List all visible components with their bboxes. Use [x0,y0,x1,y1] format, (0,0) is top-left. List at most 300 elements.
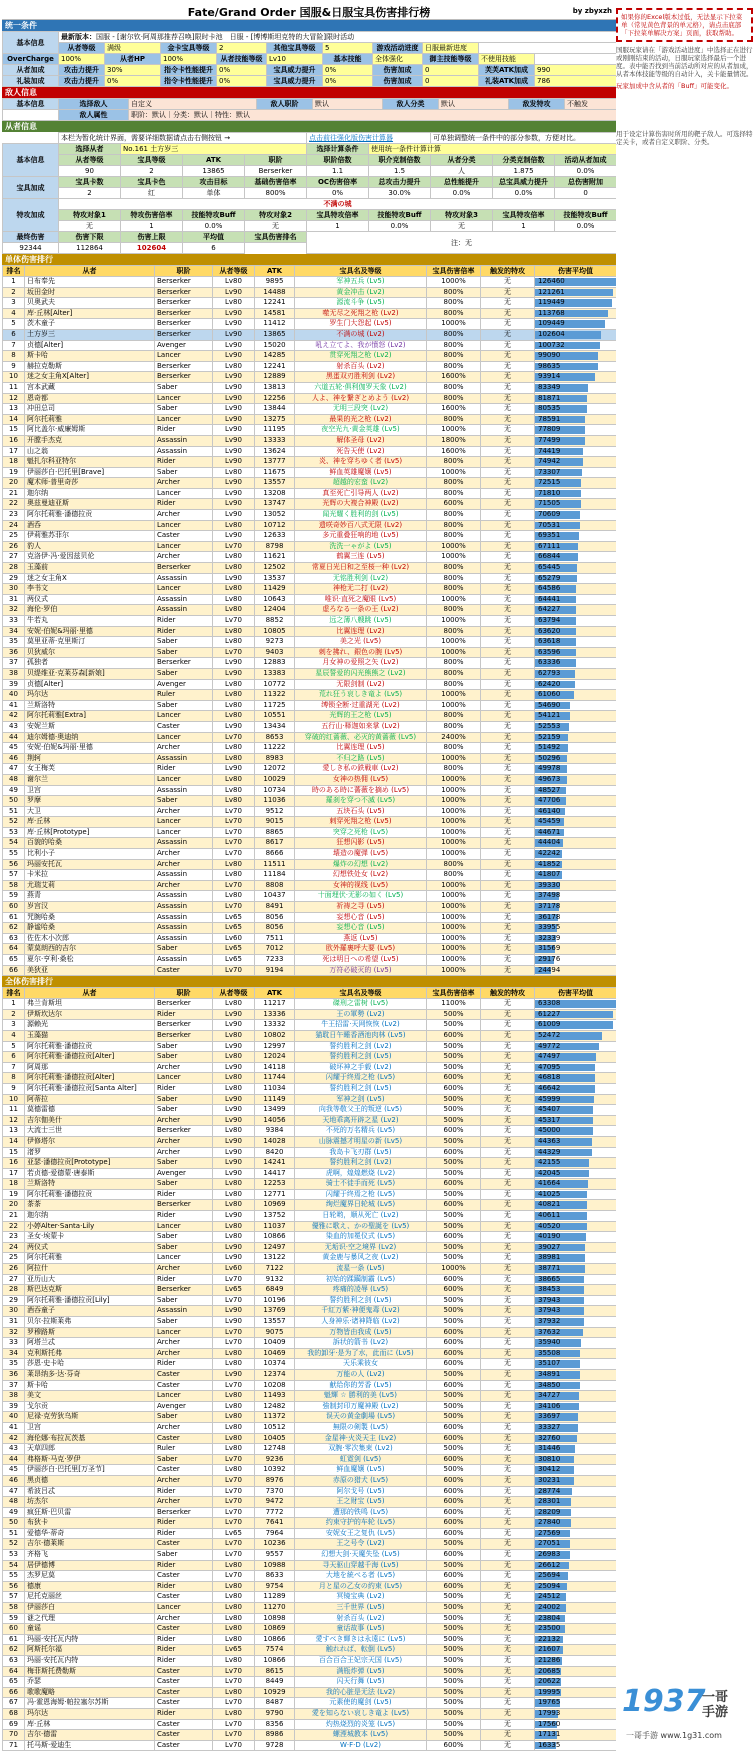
avg-damage-value: 23804 [538,1613,561,1622]
ranking-row[interactable] [3,1624,617,1635]
ranking-row[interactable] [3,658,617,669]
special-trigger: 无 [481,1422,535,1433]
param-value[interactable]: 不使用技能 [479,54,535,65]
ranking-row[interactable] [3,1422,617,1433]
ranking-column-header: 触发的特攻 [481,988,535,999]
servant-level: Lv70 [213,1550,255,1561]
ranking-row[interactable] [3,668,617,679]
ranking-row[interactable] [3,1179,617,1190]
ranking-row[interactable] [3,372,617,383]
np-boost-header: 总攻击力提升 [369,177,431,188]
ranking-row[interactable] [3,891,617,902]
avg-damage-value: 109449 [538,319,565,328]
ranking-row[interactable] [3,1295,617,1306]
param-value[interactable]: 满级 [105,43,161,54]
ranking-row[interactable] [3,425,617,436]
ranking-row[interactable] [3,774,617,785]
ranking-row[interactable] [3,955,617,966]
np-name-level: 天乐乘彼女 [295,1359,427,1370]
ranking-row[interactable] [3,647,617,658]
ranking-row[interactable] [3,1062,617,1073]
ranking-row[interactable] [3,1412,617,1423]
ranking-row[interactable] [3,1264,617,1275]
ranking-row[interactable] [3,1740,617,1751]
param-value[interactable]: 5 [323,43,373,54]
ranking-row[interactable] [3,298,617,309]
ranking-row[interactable] [3,933,617,944]
ranking-row[interactable] [3,1338,617,1349]
np-name-level: 誓约胜利之剑 (Lv2) [295,1041,427,1052]
np-multiplier: 600% [427,1359,481,1370]
param-value[interactable]: 0% [217,65,267,76]
servant-level: Lv70 [213,1338,255,1349]
servant-level: Lv80 [213,626,255,637]
ranking-row[interactable] [3,287,617,298]
np-multiplier: 500% [427,1221,481,1232]
np-multiplier: 1000% [427,467,481,478]
ranking-row[interactable] [3,1380,617,1391]
param-value[interactable]: Lv10 [267,54,323,65]
ranking-row[interactable] [3,1666,617,1677]
ranking-row[interactable] [3,1708,617,1719]
param-value[interactable]: 2 [217,43,267,54]
param-value[interactable]: 100% [161,54,217,65]
ranking-row[interactable] [3,859,617,870]
ranking-row[interactable] [3,1073,617,1084]
np-name-level: 王之号令 (Lv2) [295,1539,427,1550]
param-value[interactable]: 100% [59,54,105,65]
ranking-row[interactable] [3,870,617,881]
np-name-level: 误天の黄金劇場 (Lv5) [295,1412,427,1423]
avg-damage-value: 29176 [538,955,561,963]
servant-atk: 8983 [255,753,295,764]
rank-number: 16 [3,1158,25,1169]
ranking-row[interactable] [3,1454,617,1465]
ranking-row[interactable] [3,1052,617,1063]
ranking-row[interactable] [3,1391,617,1402]
servant-level: Lv80 [213,1422,255,1433]
ranking-row[interactable] [3,414,617,425]
ranking-row[interactable] [3,1677,617,1688]
enemy-param-value[interactable]: 默认 [439,99,509,110]
ranking-row[interactable] [3,393,617,404]
ranking-row[interactable] [3,1369,617,1380]
servant-class: Saber [155,1550,213,1561]
servant-class: Saber [155,1295,213,1306]
np-multiplier: 2400% [427,732,481,743]
avg-damage-value: 24002 [538,1603,561,1612]
avg-damage-cell [535,1634,617,1645]
ranking-row[interactable] [3,584,617,595]
ranking-row[interactable] [3,446,617,457]
ranking-row[interactable] [3,796,617,807]
ranking-row[interactable] [3,605,617,616]
avg-damage-cell [535,616,617,627]
ranking-row[interactable] [3,1560,617,1571]
special-trigger: 无 [481,933,535,944]
ranking-row[interactable] [3,329,617,340]
rank-number: 3 [3,1020,25,1031]
avg-damage-cell [535,891,617,902]
np-name-level: 羅刹を穿つ不滅 (Lv5) [295,796,427,807]
ranking-row[interactable] [3,838,617,849]
special-trigger: 无 [481,817,535,828]
param-value[interactable]: 日服最新进度 [423,43,479,54]
servant-class: Caster [155,1539,213,1550]
ranking-row[interactable] [3,785,617,796]
ranking-row[interactable] [3,563,617,574]
ranking-row[interactable] [3,552,617,563]
avg-damage-cell [535,1550,617,1561]
ranking-row[interactable] [3,1105,617,1116]
ranking-row[interactable] [3,743,617,754]
param-value[interactable]: 全体强化 [373,54,423,65]
rank-number: 54 [3,838,25,849]
ranking-row[interactable] [3,1571,617,1582]
servant-class: Lancer [155,520,213,531]
select-condition-dropdown[interactable]: 使用统一条件计算计算 [369,144,616,155]
ranking-row[interactable] [3,1730,617,1741]
servant-atk: 8491 [255,902,295,913]
np-multiplier: 1000% [427,753,481,764]
avg-damage-cell [535,1465,617,1476]
ranking-row[interactable] [3,1613,617,1624]
np-multiplier: 800% [427,584,481,595]
ranking-row[interactable] [3,1242,617,1253]
np-multiplier: 500% [427,1613,481,1624]
rank-number: 22 [3,499,25,510]
np-name-level: 時のある時に薔薇を摘め (Lv5) [295,785,427,796]
servant-name: 豹人 [25,541,155,552]
servant-atk: 8356 [255,1719,295,1730]
ranking-row[interactable] [3,732,617,743]
ranking-row[interactable] [3,923,617,934]
ranking-row[interactable] [3,1211,617,1222]
avg-damage-value: 63620 [538,626,561,635]
param-value[interactable]: 0% [323,65,373,76]
ranking-row[interactable] [3,1348,617,1359]
enemy-table [2,98,616,121]
enemy-param-value[interactable]: 自定义 [129,99,257,110]
avg-damage-cell [535,668,617,679]
ranking-row[interactable] [3,806,617,817]
ranking-row[interactable] [3,944,617,955]
ranking-row[interactable] [3,1592,617,1603]
avg-damage-value: 16335 [538,1740,561,1749]
servant-level: Lv80 [213,1465,255,1476]
special-trigger: 无 [481,1698,535,1709]
np-multiplier: 600% [427,1147,481,1158]
ranking-row[interactable] [3,1253,617,1264]
enemy-param-value[interactable]: 不触发 [565,99,617,110]
servant-name: 牛若丸 [25,616,155,627]
param-value[interactable]: 0% [105,76,161,87]
servant-atk: 12748 [255,1444,295,1455]
ranking-row[interactable] [3,902,617,913]
avg-damage-cell [535,753,617,764]
ranking-row[interactable] [3,1009,617,1020]
special-trigger: 无 [481,520,535,531]
ranking-row[interactable] [3,1317,617,1328]
avg-damage-cell [535,999,617,1010]
avg-damage-cell [535,414,617,425]
avg-damage-cell [535,1528,617,1539]
servant-name: 燕青 [25,891,155,902]
param-value[interactable]: 0 [423,76,479,87]
servant-atk: 13844 [255,404,295,415]
ranking-row[interactable] [3,1306,617,1317]
ranking-row[interactable] [3,1497,617,1508]
ranking-row[interactable] [3,478,617,489]
row-label: 从者加成 [3,65,59,76]
ranking-row[interactable] [3,1401,617,1412]
servant-atk: 10929 [255,1687,295,1698]
ranking-row[interactable] [3,351,617,362]
ranking-row[interactable] [3,679,617,690]
np-multiplier: 800% [427,478,481,489]
ranking-row[interactable] [3,1041,617,1052]
avg-damage-value: 67111 [538,541,561,550]
servant-name: 若贞德·爱德蒙·唐泰斯 [25,1168,155,1179]
watermark-url: 一哥手游 www.1g31.com [626,1731,722,1740]
ranking-row[interactable] [3,1444,617,1455]
ranking-row[interactable] [3,1550,617,1561]
ranking-row[interactable] [3,382,617,393]
servant-level: Lv90 [213,1009,255,1020]
ranking-row[interactable] [3,1698,617,1709]
ranking-row[interactable] [3,817,617,828]
np-name-level: 鲜血英雄魔嬢 (Lv5) [295,467,427,478]
param-value[interactable]: 786 [535,76,617,87]
advanced-calc-link[interactable]: 点击前往强化版伤害计算器 [307,133,431,144]
ranking-row[interactable] [3,1221,617,1232]
avg-damage-cell [535,1062,617,1073]
np-multiplier: 1000% [427,891,481,902]
servant-name: 阿斯托尔福 [25,1645,155,1656]
ranking-row[interactable] [3,626,617,637]
param-value[interactable]: 0 [423,65,479,76]
servant-name: 玉藻前 [25,563,155,574]
np-name-level: 六道五轮·俱利伽罗天象 (Lv2) [295,382,427,393]
ranking-row[interactable] [3,1189,617,1200]
rank-number: 43 [3,721,25,732]
servant-level: Lv90 [213,1020,255,1031]
ranking-row[interactable] [3,361,617,372]
ranking-row[interactable] [3,880,617,891]
ranking-row[interactable] [3,1232,617,1243]
ranking-row[interactable] [3,1507,617,1518]
ranking-row[interactable] [3,594,617,605]
servant-name: 库·丘林 [25,1719,155,1730]
rank-number: 16 [3,435,25,446]
servant-class: Caster [155,1740,213,1751]
ranking-row[interactable] [3,531,617,542]
ranking-row[interactable] [3,499,617,510]
avg-damage-cell [535,1264,617,1275]
avg-damage-cell [535,764,617,775]
ranking-row[interactable] [3,1115,617,1126]
servant-class: Berserker [155,1030,213,1041]
ranking-row[interactable] [3,1136,617,1147]
ranking-row[interactable] [3,319,617,330]
servant-name: 齐格飞 [25,1550,155,1561]
ranking-row[interactable] [3,340,617,351]
ranking-row[interactable] [3,1327,617,1338]
servant-level: Lv70 [213,1454,255,1465]
special-trigger: 无 [481,1475,535,1486]
ranking-row[interactable] [3,435,617,446]
servant-class: Lancer [155,584,213,595]
servant-class: Saber [155,944,213,955]
ranking-row[interactable] [3,700,617,711]
np-name-level: 无限剑制 (Lv2) [295,679,427,690]
ranking-row[interactable] [3,1645,617,1656]
avg-damage-cell [535,1730,617,1741]
ranking-row[interactable] [3,1285,617,1296]
ranking-row[interactable] [3,1465,617,1476]
ranking-row[interactable] [3,1518,617,1529]
ranking-row[interactable] [3,999,617,1010]
servant-name: 海伦·罗伯 [25,605,155,616]
servant-name: 伊斯坎达尔 [25,1009,155,1020]
ranking-row[interactable] [3,637,617,648]
param-value[interactable]: 990 [535,65,617,76]
special-trigger: 无 [481,1656,535,1667]
ranking-row[interactable] [3,616,617,627]
servant-class: Caster [155,1433,213,1444]
special-trigger: 无 [481,1666,535,1677]
ranking-row[interactable] [3,1158,617,1169]
ranking-row[interactable] [3,1359,617,1370]
ranking-row[interactable] [3,1486,617,1497]
enemy-param-value[interactable]: 默认 [313,99,383,110]
ranking-row[interactable] [3,1528,617,1539]
ranking-row[interactable] [3,711,617,722]
ranking-row[interactable] [3,1200,617,1211]
servant-level: Lv70 [213,1518,255,1529]
ranking-row[interactable] [3,1719,617,1730]
rank-number: 17 [3,1168,25,1179]
ranking-row[interactable] [3,1656,617,1667]
avg-damage-cell [535,404,617,415]
param-value[interactable]: 0% [217,76,267,87]
rank-number: 10 [3,372,25,383]
ranking-row[interactable] [3,1020,617,1031]
ranking-row[interactable] [3,1475,617,1486]
title-bar [2,2,616,20]
ranking-row[interactable] [3,488,617,499]
ranking-row[interactable] [3,1634,617,1645]
np-multiplier: 500% [427,1730,481,1741]
ranking-row[interactable] [3,1687,617,1698]
ranking-row[interactable] [3,690,617,701]
avg-damage-cell [535,1475,617,1486]
special-attack-header: 宝具特攻倍率 [307,210,369,221]
select-condition-label: 选择计算条件 [307,144,369,155]
ranking-row[interactable] [3,1581,617,1592]
avg-damage-value: 39027 [538,1242,561,1251]
avg-damage-value: 38453 [538,1285,561,1294]
ranking-row[interactable] [3,277,617,288]
ranking-row[interactable] [3,404,617,415]
avg-damage-cell [535,1666,617,1677]
ranking-row[interactable] [3,457,617,468]
ranking-row[interactable] [3,1603,617,1614]
ranking-row[interactable] [3,827,617,838]
ranking-row[interactable] [3,721,617,732]
servant-name: 阿蒂拉 [25,1094,155,1105]
avg-damage-value: 17131 [538,1730,561,1739]
servant-atk: 7233 [255,955,295,966]
special-trigger: 无 [481,457,535,468]
servant-atk: 13122 [255,1253,295,1264]
avg-damage-value: 54690 [538,700,561,709]
avg-damage-value: 34891 [538,1369,561,1378]
servant-name: 渚罗 [25,1147,155,1158]
ranking-row[interactable] [3,1147,617,1158]
param-value[interactable]: 30% [105,65,161,76]
rank-number: 5 [3,319,25,330]
ranking-row[interactable] [3,308,617,319]
avg-damage-value: 38771 [538,1264,561,1273]
ranking-row[interactable] [3,764,617,775]
servant-name: 阿比盖尔·威廉姆斯 [25,425,155,436]
ranking-row[interactable] [3,753,617,764]
ranking-row[interactable] [3,1168,617,1179]
ranking-row[interactable] [3,1030,617,1041]
avg-damage-value: 44404 [538,838,561,847]
servant-class: Lancer [155,732,213,743]
servant-class: Rider [155,1645,213,1656]
servant-class: Archer [155,806,213,817]
ranking-row[interactable] [3,912,617,923]
rank-number: 22 [3,1221,25,1232]
ranking-row[interactable] [3,1126,617,1137]
ranking-row[interactable] [3,541,617,552]
ranking-row[interactable] [3,520,617,531]
servant-name: 源赖光 [25,1020,155,1031]
ranking-row[interactable] [3,1094,617,1105]
np-multiplier: 500% [427,1306,481,1317]
ranking-row[interactable] [3,1083,617,1094]
blank-cell [479,43,617,54]
servant-class: Caster [155,1698,213,1709]
servant-class: Berserker [155,658,213,669]
ranking-row[interactable] [3,510,617,521]
np-multiplier: 1000% [427,690,481,701]
servant-level: Lv90 [213,382,255,393]
ranking-row[interactable] [3,467,617,478]
np-name-level: 黄金鹿与暴风之夜 (Lv2) [295,1253,427,1264]
ranking-row[interactable] [3,1539,617,1550]
rank-number: 13 [3,404,25,415]
watermark-brand [702,1690,728,1720]
servant-name: 赫拉克勒斯 [25,361,155,372]
ranking-row[interactable] [3,1274,617,1285]
ranking-row[interactable] [3,1433,617,1444]
rank-number: 20 [3,1200,25,1211]
special-trigger: 无 [481,541,535,552]
np-multiplier: 800% [427,414,481,425]
avg-damage-cell [535,573,617,584]
param-value[interactable]: 0% [323,76,373,87]
ranking-row[interactable] [3,965,617,976]
ranking-row[interactable] [3,573,617,584]
servant-atk: 13624 [255,446,295,457]
select-servant-dropdown[interactable]: No.161 土方岁三 [121,144,307,155]
ranking-row[interactable] [3,849,617,860]
special-trigger: 无 [481,531,535,542]
